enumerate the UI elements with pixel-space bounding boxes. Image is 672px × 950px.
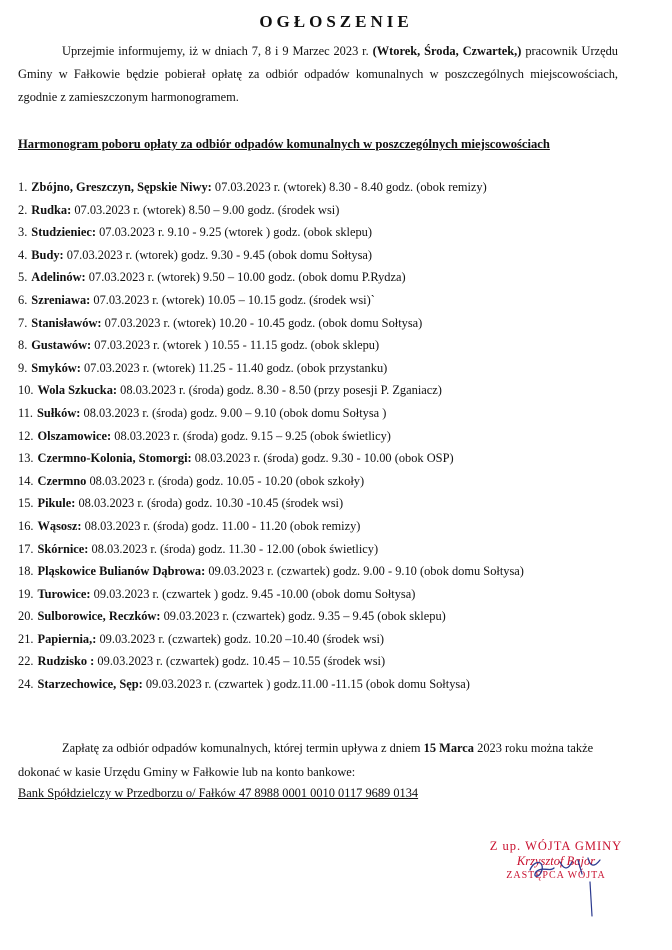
schedule-item bbox=[18, 244, 658, 267]
intro-paragraph bbox=[18, 40, 618, 109]
schedule-item-number: 3. bbox=[18, 225, 28, 240]
payment-deadline: 15 Marca bbox=[423, 741, 475, 755]
schedule-item-place: Adelinów: bbox=[31, 270, 86, 285]
schedule-item-place: Smyków: bbox=[31, 360, 81, 375]
schedule-item-place: Wąsosz: bbox=[37, 518, 82, 533]
schedule-item-number: 16. bbox=[18, 518, 34, 533]
schedule-item-place: Gustawów: bbox=[31, 338, 92, 353]
schedule-item-number: 15. bbox=[18, 496, 34, 511]
schedule-item-number: 5. bbox=[18, 270, 28, 285]
schedule-item-number: 12. bbox=[18, 428, 34, 443]
intro-text-start: Uprzejmie informujemy, iż w dniach 7, 8 i 9 Marzec 2023 r. bbox=[62, 44, 369, 58]
schedule-item-number: 6. bbox=[18, 292, 28, 307]
schedule-item-place: Sułków: bbox=[37, 405, 81, 420]
schedule-item bbox=[18, 176, 658, 199]
announcement-title: OGŁOSZENIE bbox=[259, 12, 413, 31]
schedule-item-details: 09.03.2023 r. (czwartek) godz. 9.00 - 9.10 (obok domu Sołtysa) bbox=[208, 564, 524, 579]
schedule-item-details: 09.03.2023 r. (czwartek) godz. 10.20 –10.40 (środek wsi) bbox=[99, 631, 385, 646]
schedule-item-number: 20. bbox=[18, 609, 34, 624]
schedule-item-details: 07.03.2023 r. (wtorek) 11.25 - 11.40 godz. (obok przystanku) bbox=[83, 360, 388, 375]
schedule-item bbox=[18, 221, 658, 244]
stamp-authority: Z up. WÓJTA GMINY bbox=[489, 839, 623, 853]
schedule-item-details: 09.03.2023 r. (czwartek) godz. 9.35 – 9.45 (obok sklepu) bbox=[163, 609, 446, 624]
schedule-item bbox=[18, 605, 658, 628]
schedule-heading: Harmonogram poboru opłaty za odbiór odpadów komunalnych w poszczególnych miejscowościach bbox=[18, 137, 550, 151]
schedule-item-place: Szreniawa: bbox=[31, 292, 91, 307]
schedule-item-details: 08.03.2023 r. (środa) godz. 11.30 - 12.00 (obok świetlicy) bbox=[91, 541, 379, 556]
schedule-item-details: 07.03.2023 r. (wtorek) 10.05 – 10.15 godz. (środek wsi)` bbox=[93, 292, 375, 307]
schedule-item bbox=[18, 199, 658, 222]
schedule-item-number: 18. bbox=[18, 564, 34, 579]
schedule-item-details: 08.03.2023 r. (środa) godz. 11.00 - 11.20 (obok remizy) bbox=[84, 518, 361, 533]
schedule-item bbox=[18, 266, 658, 289]
schedule-item-number: 2. bbox=[18, 202, 28, 217]
payment-text-start: Zapłatę za odbiór odpadów komunalnych, której termin upływa z dniem bbox=[62, 741, 421, 755]
schedule-item-number: 11. bbox=[18, 405, 34, 420]
schedule-item-number: 24. bbox=[18, 677, 34, 692]
schedule-item-number: 17. bbox=[18, 541, 34, 556]
handwritten-signature bbox=[520, 848, 630, 918]
schedule-item-details: 08.03.2023 r. (środa) godz. 9.15 – 9.25 (obok świetlicy) bbox=[114, 428, 391, 443]
schedule-item-details: 08.03.2023 r. (środa) godz. 9.00 – 9.10 (obok domu Sołtysa ) bbox=[83, 405, 387, 420]
schedule-item-details: 08.03.2023 r. (środa) godz. 10.05 - 10.20 (obok szkoły) bbox=[89, 473, 365, 488]
schedule-item-place: Turowice: bbox=[37, 586, 91, 601]
schedule-item-place: Pikule: bbox=[37, 496, 76, 511]
schedule-item-details: 07.03.2023 r. (wtorek) 8.30 - 8.40 godz. (obok remizy) bbox=[214, 180, 487, 194]
schedule-item-number: 10. bbox=[18, 383, 34, 398]
schedule-item-place: Czermno-Kolonia, Stomorgi: bbox=[37, 451, 192, 466]
schedule-item bbox=[18, 447, 658, 470]
schedule-item-number: 7. bbox=[18, 315, 28, 330]
schedule-item bbox=[18, 650, 658, 673]
schedule-item-place: Rudzisko : bbox=[37, 654, 95, 669]
schedule-item-number: 9. bbox=[18, 360, 28, 375]
schedule-item-place: Sulborowice, Reczków: bbox=[37, 609, 161, 624]
schedule-item-place: Starzechowice, Sęp: bbox=[37, 677, 143, 692]
payment-text-end: 2023 roku można także dokonać w kasie Urzędu Gminy w Fałkowie lub na konto bankowe: bbox=[18, 741, 594, 779]
schedule-item-details: 08.03.2023 r. (środa) godz. 8.30 - 8.50 (przy posesji P. Zganiacz) bbox=[120, 383, 442, 398]
schedule-item-details: 07.03.2023 r. (wtorek ) 10.55 - 11.15 godz. (obok sklepu) bbox=[94, 338, 380, 353]
schedule-item-place: Zbójno, Greszczyn, Sępskie Niwy: bbox=[31, 180, 212, 194]
schedule-item-details: 07.03.2023 r. (wtorek) godz. 9.30 - 9.45 (obok domu Sołtysa) bbox=[66, 247, 373, 262]
schedule-item-number: 13. bbox=[18, 451, 34, 466]
payment-paragraph bbox=[18, 736, 638, 784]
schedule-item bbox=[18, 312, 658, 335]
schedule-item bbox=[18, 560, 658, 583]
schedule-item bbox=[18, 289, 658, 312]
schedule-item-place: Pląskowice Bulianów Dąbrowa: bbox=[37, 564, 206, 579]
intro-days: (Wtorek, Środa, Czwartek,) bbox=[372, 44, 522, 58]
schedule-item-details: 09.03.2023 r. (czwartek) godz. 10.45 – 10.55 (środek wsi) bbox=[97, 654, 386, 669]
schedule-item-place: Wola Szkucka: bbox=[37, 383, 118, 398]
schedule-item-details: 09.03.2023 r. (czwartek ) godz. 9.45 -10.00 (obok domu Sołtysa) bbox=[93, 586, 416, 601]
schedule-item-details: 08.03.2023 r. (środa) godz. 10.30 -10.45 (środek wsi) bbox=[78, 496, 344, 511]
schedule-item bbox=[18, 515, 658, 538]
schedule-item-place: Skórnice: bbox=[37, 541, 89, 556]
schedule-item-number: 4. bbox=[18, 247, 28, 262]
schedule-item-details: 09.03.2023 r. (czwartek ) godz.11.00 -11.15 (obok domu Sołtysa) bbox=[145, 677, 470, 692]
schedule-item bbox=[18, 628, 658, 651]
schedule-item-details: 08.03.2023 r. (środa) godz. 9.30 - 10.00 (obok OSP) bbox=[194, 451, 454, 466]
schedule-item bbox=[18, 492, 658, 515]
schedule-item-place: Olszamowice: bbox=[37, 428, 112, 443]
schedule-item-place: Studzieniec: bbox=[31, 225, 96, 240]
schedule-item-number: 8. bbox=[18, 338, 28, 353]
schedule-item bbox=[18, 538, 658, 561]
schedule-item bbox=[18, 357, 658, 380]
schedule-item bbox=[18, 470, 658, 493]
schedule-item-place: Czermno bbox=[37, 473, 87, 488]
schedule-item-details: 07.03.2023 r. 9.10 - 9.25 (wtorek ) godz. (obok sklepu) bbox=[99, 225, 373, 240]
schedule-item-place: Papiernia,: bbox=[37, 631, 97, 646]
schedule-item-number: 22. bbox=[18, 654, 34, 669]
schedule-list bbox=[18, 176, 658, 696]
schedule-item-place: Budy: bbox=[31, 247, 64, 262]
schedule-item bbox=[18, 334, 658, 357]
schedule-item bbox=[18, 379, 658, 402]
schedule-item bbox=[18, 425, 658, 448]
schedule-item bbox=[18, 673, 658, 696]
schedule-item-number: 19. bbox=[18, 586, 34, 601]
schedule-item-number: 21. bbox=[18, 631, 34, 646]
schedule-item-details: 07.03.2023 r. (wtorek) 10.20 - 10.45 godz. (obok domu Sołtysa) bbox=[104, 315, 423, 330]
schedule-item bbox=[18, 402, 658, 425]
schedule-item-place: Stanisławów: bbox=[31, 315, 102, 330]
schedule-item-details: 07.03.2023 r. (wtorek) 9.50 – 10.00 godz. (obok domu P.Rydza) bbox=[88, 270, 406, 285]
stamp-name: Krzysztof Bajor bbox=[516, 854, 596, 868]
intro-text-end: pracownik Urzędu Gminy w Fałkowie będzie pobierał opłatę za odbiór odpadów komunalnych w poszczególnych miejscowościach, zgodnie z zamieszczonym harmonogramem. bbox=[18, 44, 618, 104]
schedule-item bbox=[18, 583, 658, 606]
schedule-item-number: 14. bbox=[18, 473, 34, 488]
schedule-item-details: 07.03.2023 r. (wtorek) 8.50 – 9.00 godz. (środek wsi) bbox=[74, 202, 340, 217]
schedule-item-number: 1. bbox=[18, 180, 28, 194]
schedule-item-place: Rudka: bbox=[31, 202, 72, 217]
stamp-title: ZASTĘPCA WÓJTA bbox=[506, 870, 606, 881]
bank-account: Bank Spółdzielczy w Przedborzu o/ Fałków 47 8988 0001 0010 0117 9689 0134 bbox=[18, 786, 419, 800]
